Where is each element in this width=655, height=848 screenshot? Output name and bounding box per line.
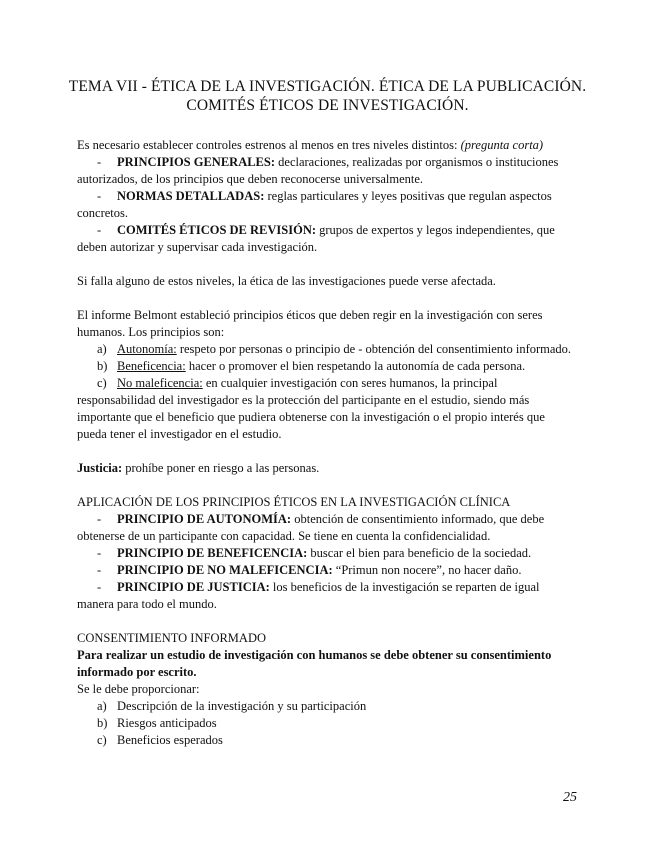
application-term: PRINCIPIO DE NO MALEFICENCIA: [117, 563, 333, 577]
consent-item [77, 698, 577, 715]
failure-paragraph: Si falla alguno de estos niveles, la ética de las investigaciones puede verse afectada. [77, 274, 496, 288]
application-item [77, 579, 577, 613]
consent-heading: CONSENTIMIENTO INFORMADO [77, 631, 267, 645]
list-marker: b) [97, 716, 108, 730]
level-term: PRINCIPIOS GENERALES: [117, 155, 276, 169]
application-term: PRINCIPIO DE JUSTICIA: [117, 580, 270, 594]
consent-bold-paragraph [77, 647, 577, 681]
page-number: 25 [563, 790, 577, 805]
title-line-2: COMITÉS ÉTICOS DE INVESTIGACIÓN. [186, 97, 469, 114]
list-marker: b) [97, 359, 108, 373]
list-marker: a) [97, 699, 107, 713]
document-body [77, 137, 577, 749]
list-marker: c) [97, 376, 107, 390]
level-item [77, 154, 577, 188]
intro-note: (pregunta corta) [460, 138, 544, 152]
list-marker: - [97, 512, 102, 526]
list-marker: - [97, 189, 102, 203]
application-text: “Primun non nocere”, no hacer daño. [332, 563, 522, 577]
consent-lead: Se le debe proporcionar: [77, 682, 200, 696]
principle-term: Autonomía: [117, 342, 177, 356]
level-text: reglas particulares y leyes positivas que regulan aspectos concretos. [77, 189, 552, 220]
justice-paragraph [77, 460, 577, 477]
list-marker: - [97, 546, 102, 560]
list-marker: - [97, 155, 102, 169]
level-text: grupos de expertos y legos independientes, que deben autorizar y supervisar cada investigación. [77, 223, 555, 254]
level-item [77, 222, 577, 256]
consent-item-text: Descripción de la investigación y su participación [117, 699, 367, 713]
list-marker: - [97, 580, 102, 594]
level-text: declaraciones, realizadas por organismos o instituciones autorizados, de los principios que deben reconocerse universalmente. [77, 155, 559, 186]
consent-bold-text: Para realizar un estudio de investigación con humanos se debe obtener su consentimiento informado por escrito. [77, 648, 552, 679]
principle-term: Beneficencia: [117, 359, 186, 373]
application-item [77, 511, 577, 545]
intro-paragraph [77, 137, 577, 154]
application-term: PRINCIPIO DE BENEFICENCIA: [117, 546, 308, 560]
list-marker: - [97, 223, 102, 237]
consent-item-text: Riesgos anticipados [117, 716, 217, 730]
application-text: buscar el bien para beneficio de la sociedad. [307, 546, 532, 560]
application-text: obtención de consentimiento informado, que debe obtenerse de un participante con capacidad. Se tiene en cuenta la confidencialidad. [77, 512, 545, 543]
application-text: los beneficios de la investigación se reparten de igual manera para todo el mundo. [77, 580, 540, 611]
page-title [60, 77, 595, 115]
application-item [77, 562, 577, 579]
consent-item [77, 732, 577, 749]
level-term: COMITÉS ÉTICOS DE REVISIÓN: [117, 223, 317, 237]
principle-term: No maleficencia: [117, 376, 203, 390]
justice-term: Justicia: [77, 461, 123, 475]
application-term: PRINCIPIO DE AUTONOMÍA: [117, 512, 292, 526]
principle-text: en cualquier investigación con seres humanos, la principal responsabilidad del investigador es la protección del participante en el estudio, siendo más importante que el beneficio que pudiera obtenerse con la investigación o el propio interés que pueda tener el investigador en el estudio. [77, 376, 545, 441]
application-item [77, 545, 577, 562]
principle-text: hacer o promover el bien respetando la autonomía de cada persona. [185, 359, 526, 373]
level-item [77, 188, 577, 222]
application-heading: APLICACIÓN DE LOS PRINCIPIOS ÉTICOS EN LA INVESTIGACIÓN CLÍNICA [77, 495, 511, 509]
level-term: NORMAS DETALLADAS: [117, 189, 265, 203]
belmont-principle [77, 375, 577, 443]
belmont-paragraph: El informe Belmont estableció principios éticos que deben regir en la investigación con seres humanos. Los principios son: [77, 308, 543, 339]
consent-item-text: Beneficios esperados [117, 733, 223, 747]
intro-text: Es necesario establecer controles estrenos al menos en tres niveles distintos: [77, 138, 461, 152]
list-marker: a) [97, 342, 107, 356]
justice-text: prohíbe poner en riesgo a las personas. [122, 461, 320, 475]
list-marker: - [97, 563, 102, 577]
title-line-1: TEMA VII - ÉTICA DE LA INVESTIGACIÓN. ÉTICA DE LA PUBLICACIÓN. [68, 78, 587, 95]
consent-item [77, 715, 577, 732]
belmont-principle [77, 358, 577, 375]
principle-text: respeto por personas o principio de - obtención del consentimiento informado. [176, 342, 572, 356]
list-marker: c) [97, 733, 107, 747]
belmont-principle [77, 341, 577, 358]
